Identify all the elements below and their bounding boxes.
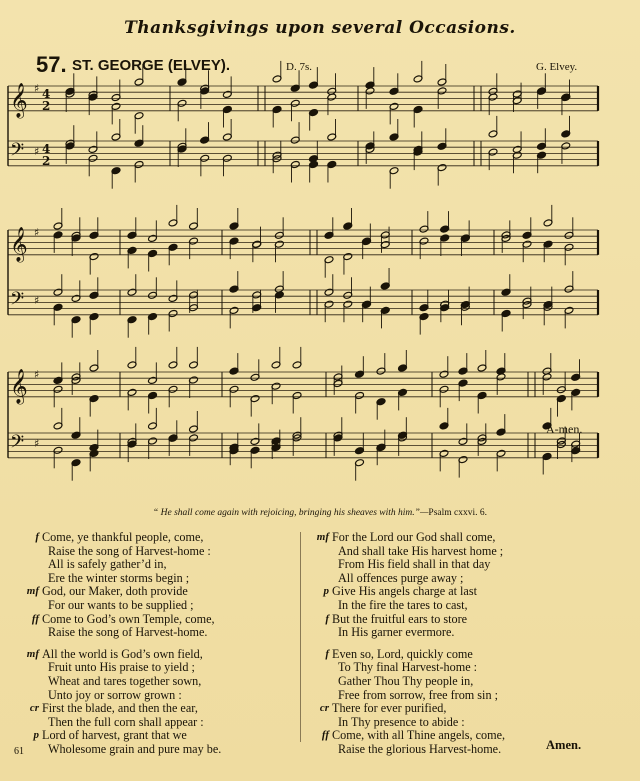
verse-text: Raise the song of Harvest-home : (48, 543, 211, 558)
verse-line (312, 599, 612, 613)
verse-text: Gather Thou Thy people in, (338, 673, 474, 688)
verse-text: Come, ye thankful people, come, (42, 530, 204, 544)
verse-text: Raise the song of Harvest-home. (48, 625, 208, 640)
sharp-icon: ♯ (34, 368, 40, 381)
verse-text: To Thy final Harvest-home : (338, 660, 478, 675)
verse-text: First the blade, and then the ear, (42, 701, 198, 716)
verse-text: Give His angels charge at last (332, 584, 477, 599)
verses-left-column (22, 531, 292, 757)
verse-text: Come to God’s own Temple, come, (42, 611, 215, 626)
verse-text: Wheat and tares together sown, (48, 673, 202, 688)
verse-text: In the fire the tares to cast, (338, 597, 468, 612)
verse-text: Free from sorrow, free from sin ; (338, 687, 498, 702)
dynamic-marking: p (33, 729, 39, 742)
verse-text: Raise the glorious Harvest-home. (338, 741, 502, 756)
bass-clef-icon: 𝄢 (10, 289, 25, 314)
verse-line (312, 585, 612, 599)
citation-text: “ He shall come again with rejoicing, bringing his sheaves with him.”— (152, 508, 429, 518)
verse-line (22, 585, 292, 599)
verse-line (22, 648, 292, 662)
meter: D. 7s. (286, 61, 312, 73)
sharp-icon: ♯ (34, 294, 40, 307)
verse-line (22, 689, 292, 703)
treble-clef-icon: 𝄞 (10, 227, 28, 262)
dynamic-marking: p (323, 585, 329, 598)
dynamic-marking: ff (31, 612, 39, 625)
verse-text: In His garner evermore. (338, 625, 455, 640)
dynamic-marking: mf (316, 531, 329, 543)
treble-clef-icon: 𝄞 (10, 369, 28, 404)
verse-text: There for ever purified, (332, 701, 447, 716)
verse-text: In Thy presence to abide : (338, 714, 465, 729)
verse-line (312, 675, 612, 689)
verse-line (312, 558, 612, 572)
verse-text: Fruit unto His praise to yield ; (48, 660, 195, 675)
dynamic-marking: f (35, 531, 39, 543)
dynamic-marking: cr (319, 702, 329, 715)
dynamic-marking: mf (26, 647, 39, 660)
verse-line (22, 702, 292, 716)
verse-line (22, 661, 292, 675)
verse-line (312, 545, 612, 559)
verse-text: Come, with all Thine angels, come, (332, 728, 506, 743)
verse-line (22, 558, 292, 572)
verse-line (22, 743, 292, 757)
dynamic-marking: f (325, 647, 329, 660)
verse-line (312, 572, 612, 586)
verse-text: Then the full corn shall appear : (48, 714, 204, 729)
bass-clef-icon: 𝄢 (10, 140, 25, 165)
citation-ref: Psalm cxxvi. 6. (428, 508, 487, 518)
dynamic-marking: cr (29, 702, 39, 715)
sharp-icon: ♯ (34, 437, 40, 450)
verse-text: All offences purge away ; (338, 570, 464, 585)
time-signature: 2 (42, 154, 51, 168)
verse-line (22, 545, 292, 559)
verse-line (22, 626, 292, 640)
verse-text: Unto joy or sorrow grown : (48, 687, 182, 702)
verse-line (312, 626, 612, 640)
verse-text: From His field shall in that day (338, 557, 491, 572)
composer: G. Elvey. (536, 61, 578, 73)
verse-line (22, 613, 292, 627)
verse-text: Lord of harvest, grant that we (42, 728, 187, 743)
verse-line (312, 648, 612, 662)
sharp-icon: ♯ (34, 226, 40, 239)
verse-line (22, 531, 292, 545)
sharp-icon: ♯ (34, 145, 40, 158)
verse-text: For our wants to be supplied ; (48, 597, 194, 612)
closing-amen: Amen. (546, 738, 582, 752)
verse-line (312, 531, 612, 545)
verse-text: And shall take His harvest home ; (338, 543, 504, 558)
verse-line (312, 661, 612, 675)
verse-line (312, 689, 612, 703)
verse-text: Even so, Lord, quickly come (332, 646, 473, 661)
verse-text: But the fruitful ears to store (332, 611, 468, 626)
page-header: Thanksgivings upon several Occasions. (124, 18, 516, 38)
treble-clef-icon: 𝄞 (10, 83, 28, 118)
time-signature: 4 (42, 142, 51, 156)
time-signature: 4 (42, 87, 51, 101)
bass-clef-icon: 𝄢 (10, 432, 25, 457)
verse-text: Ere the winter storms begin ; (48, 570, 190, 585)
time-signature: 2 (42, 99, 51, 113)
page-number: 61 (14, 746, 24, 757)
dynamic-marking: ff (321, 729, 329, 742)
verse-text: For the Lord our God shall come, (332, 530, 496, 544)
verse-line (22, 599, 292, 613)
verse-line (312, 702, 612, 716)
dynamic-marking: f (325, 612, 329, 625)
scripture-citation (0, 508, 640, 518)
verse-line (312, 716, 612, 730)
verse-line (22, 716, 292, 730)
verse-line (312, 613, 612, 627)
verse-line (22, 675, 292, 689)
verse-text: God, our Maker, doth provide (42, 584, 188, 599)
tune-name: ST. GEORGE (ELVEY). (72, 57, 231, 74)
verse-text: All is safely gather’d in, (48, 557, 167, 572)
hymn-number: 57. (36, 52, 67, 77)
verse-line (22, 729, 292, 743)
verse-text: Wholesome grain and pure may be. (48, 741, 222, 756)
amen-label: A-men. (546, 422, 583, 436)
verses-right-column (312, 531, 612, 757)
column-divider (300, 532, 301, 742)
dynamic-marking: mf (26, 585, 39, 598)
sharp-icon: ♯ (34, 82, 40, 95)
verse-line (22, 572, 292, 586)
verse-text: All the world is God’s own field, (42, 646, 203, 661)
